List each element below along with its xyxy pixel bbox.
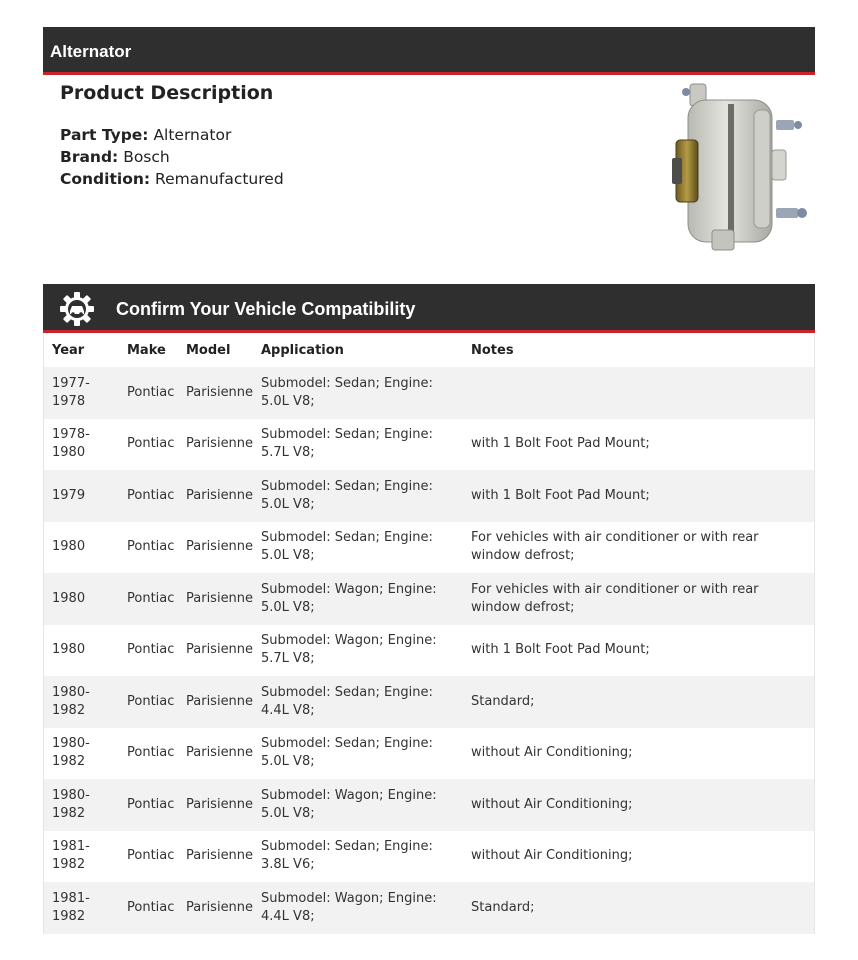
cell-make: Pontiac xyxy=(127,848,175,864)
cell-model: Parisienne xyxy=(178,367,253,419)
cell-model: Parisienne xyxy=(178,676,253,728)
cell-year: 1977-1978 xyxy=(44,367,119,419)
cell-model: Parisienne xyxy=(186,745,254,761)
alternator-photo xyxy=(672,80,812,252)
cell-application: Submodel: Sedan; Engine: 5.0L V8; xyxy=(253,470,463,522)
cell-year: 1981-1982 xyxy=(52,839,90,873)
cell-application: Submodel: Sedan; Engine: 5.0L V8; xyxy=(253,367,463,419)
spec-value: Remanufactured xyxy=(155,170,284,188)
table-header-row xyxy=(44,333,814,367)
cell-model: Parisienne xyxy=(186,848,254,864)
cell-notes: with 1 Bolt Foot Pad Mount; xyxy=(471,642,650,658)
cell-model: Parisienne xyxy=(186,642,254,658)
cell-application: Submodel: Wagon; Engine: 5.7L V8; xyxy=(261,633,437,667)
cell-make: Pontiac xyxy=(119,882,178,934)
cell-application: Submodel: Sedan; Engine: 3.8L V6; xyxy=(261,839,433,873)
column-header-year: Year xyxy=(52,342,85,358)
compatibility-table-container xyxy=(43,333,815,934)
cell-notes: without Air Conditioning; xyxy=(471,848,633,864)
spec-brand xyxy=(60,148,170,166)
cell-notes: without Air Conditioning; xyxy=(471,745,633,761)
cell-year: 1980-1982 xyxy=(44,779,119,831)
cell-year: 1980-1982 xyxy=(44,676,119,728)
compatibility-title: Confirm Your Vehicle Compatibility xyxy=(116,299,416,319)
table-row xyxy=(44,470,814,522)
cell-application: Submodel: Wagon; Engine: 5.0L V8; xyxy=(253,573,463,625)
spec-label: Condition: xyxy=(60,170,151,188)
cell-model: Parisienne xyxy=(178,882,253,934)
cell-notes: without Air Conditioning; xyxy=(463,779,814,831)
cell-year: 1980 xyxy=(52,642,86,658)
table-row xyxy=(44,728,814,780)
spec-condition xyxy=(60,170,284,188)
spec-value: Bosch xyxy=(123,148,170,166)
cell-make: Pontiac xyxy=(119,367,178,419)
cell-notes: Standard; xyxy=(463,676,814,728)
cell-notes: For vehicles with air conditioner or with rear window defrost; xyxy=(463,573,814,625)
cell-year: 1981-1982 xyxy=(44,882,119,934)
table-row xyxy=(44,419,814,471)
cell-make: Pontiac xyxy=(119,470,178,522)
section-header-alternator xyxy=(43,27,815,75)
cell-year: 1979 xyxy=(44,470,119,522)
cell-notes: Standard; xyxy=(463,882,814,934)
spec-part-type xyxy=(60,126,231,144)
cell-notes xyxy=(463,367,814,419)
section-title: Alternator xyxy=(50,42,132,61)
cell-make: Pontiac xyxy=(119,573,178,625)
column-header-model: Model xyxy=(186,342,231,358)
cell-year: 1978-1980 xyxy=(52,427,90,461)
spec-label: Brand: xyxy=(60,148,119,166)
cell-application: Submodel: Sedan; Engine: 5.7L V8; xyxy=(261,427,433,461)
cell-make: Pontiac xyxy=(127,745,175,761)
table-row xyxy=(44,367,814,419)
cell-make: Pontiac xyxy=(127,642,175,658)
column-header-application: Application xyxy=(261,342,344,358)
cell-model: Parisienne xyxy=(178,573,253,625)
cell-application: Submodel: Sedan; Engine: 4.4L V8; xyxy=(253,676,463,728)
cell-notes: For vehicles with air conditioner or with rear window defrost; xyxy=(471,530,759,564)
cell-year: 1980 xyxy=(52,539,86,555)
cell-year: 1980-1982 xyxy=(52,736,90,770)
table-row xyxy=(44,831,814,883)
table-row xyxy=(44,573,814,625)
table-row xyxy=(44,676,814,728)
column-header-notes: Notes xyxy=(471,342,514,358)
cell-make: Pontiac xyxy=(127,436,175,452)
spec-value: Alternator xyxy=(153,126,232,144)
cell-application: Submodel: Sedan; Engine: 5.0L V8; xyxy=(261,530,433,564)
cell-make: Pontiac xyxy=(127,539,175,555)
spec-label: Part Type: xyxy=(60,126,149,144)
table-row xyxy=(44,625,814,677)
cell-make: Pontiac xyxy=(119,676,178,728)
cell-model: Parisienne xyxy=(186,539,254,555)
compatibility-table xyxy=(44,333,814,934)
cell-application: Submodel: Wagon; Engine: 4.4L V8; xyxy=(253,882,463,934)
section-header-compatibility xyxy=(43,284,815,333)
cell-model: Parisienne xyxy=(186,436,254,452)
cell-application: Submodel: Wagon; Engine: 5.0L V8; xyxy=(253,779,463,831)
cell-application: Submodel: Sedan; Engine: 5.0L V8; xyxy=(261,736,433,770)
gear-car-icon xyxy=(59,291,95,327)
column-header-make: Make xyxy=(127,342,166,358)
cell-notes: with 1 Bolt Foot Pad Mount; xyxy=(463,470,814,522)
cell-model: Parisienne xyxy=(178,470,253,522)
cell-year: 1980 xyxy=(44,573,119,625)
cell-model: Parisienne xyxy=(178,779,253,831)
table-row xyxy=(44,522,814,574)
cell-make: Pontiac xyxy=(119,779,178,831)
table-row xyxy=(44,882,814,934)
cell-notes: with 1 Bolt Foot Pad Mount; xyxy=(471,436,650,452)
table-row xyxy=(44,779,814,831)
product-description-heading: Product Description xyxy=(60,82,274,104)
